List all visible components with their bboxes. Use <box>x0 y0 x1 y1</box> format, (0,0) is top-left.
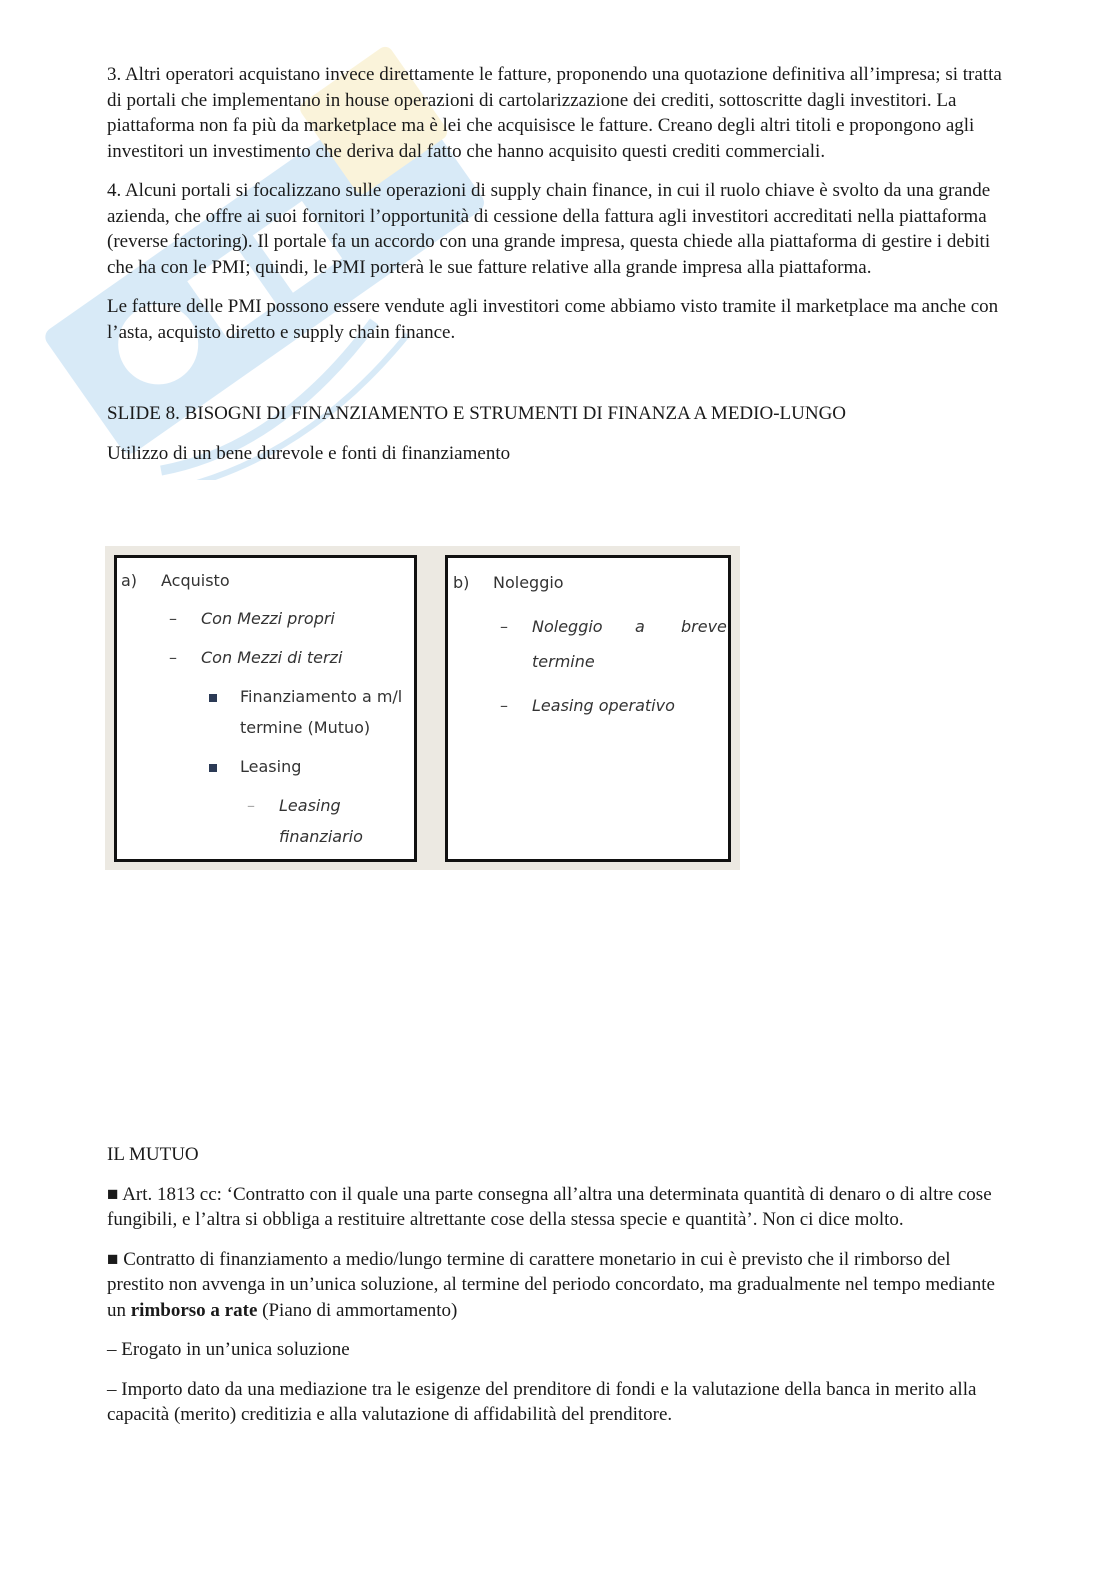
paragraph-3: 3. Altri operatori acquistano invece direttamente le fatture, proponendo una quotazione definitiva all’impresa; si tratta di portali che implementano in house operazioni di cartolarizzazione dei crediti, sottoscritte dagli investitori. La piattaforma non fa più da marketplace ma è lei che acquisisce le fatture. Creano degli altri titoli e propongono agli investitori un investimento che deriva dal fatto che hanno acquisito questi crediti commerciali. <box>107 64 1002 162</box>
paragraph-4: 4. Alcuni portali si focalizzano sulle operazioni di supply chain finance, in cui il ruolo chiave è svolto da una grande azienda, che offre ai suoi fornitori l’opportunità di cessione della fattura agli investitori accreditati nella piattaforma (reverse factoring). Il portale fa un accordo con una grande impresa, questa chiede alla piattaforma di gestire i debiti che ha con le PMI; quindi, le PMI porterà le sue fatture relative alla grande impresa alla piattaforma. <box>107 180 991 278</box>
rimborso-a-rate: rimborso a rate <box>130 1299 258 1321</box>
leasing-finanziario-line2: finanziario <box>279 827 363 846</box>
mutuo-contratto-after: (Piano di ammortamento) <box>257 1299 458 1321</box>
dash-icon: – <box>500 696 508 715</box>
mutuo-erogato: – Erogato in un’unica soluzione <box>107 1339 350 1360</box>
leasing-operativo: Leasing operativo <box>532 696 675 715</box>
box-a-title: Acquisto <box>161 571 230 590</box>
mutuo-heading: IL MUTUO <box>107 1144 199 1165</box>
mutuo-contratto <box>107 1247 1012 1324</box>
box-a-marker: a) <box>121 571 138 590</box>
financing-sources-figure <box>105 546 740 870</box>
noleggio-line2: termine <box>532 652 595 671</box>
item-mezzi-propri: Con Mezzi propri <box>201 609 335 628</box>
box-b-title: Noleggio <box>493 573 564 592</box>
mutuo-importo: – Importo dato da una mediazione tra le esigenze del prenditore di fondi e la valutazione della banca in merito alla capacità (merito) creditizia e alla valutazione di affidabilità del prenditore. <box>107 1378 977 1425</box>
noleggio-word1: Noleggio <box>532 617 603 636</box>
square-bullet-icon: ■ <box>107 1183 119 1205</box>
mutuo-art-text: Art. 1813 cc: ‘Contratto con il quale una parte consegna all’altra una determinata quantità di denaro o di altre cose fungibili, e l’altra si obbliga a restituire altrettante cose della stessa specie e quantità’. Non ci dice molto. <box>107 1183 992 1230</box>
dash-icon: – <box>500 617 508 636</box>
noleggio-word2: a <box>635 617 645 636</box>
sub-leasing: Leasing <box>240 757 302 776</box>
dash-icon: – <box>169 648 177 667</box>
mutuo-section <box>107 1142 1012 1442</box>
box-b-marker: b) <box>453 573 470 592</box>
dash-icon: – <box>169 609 177 628</box>
leasing-finanziario-line1: Leasing <box>279 796 341 815</box>
mutuo-contratto-text: Contratto di finanziamento a medio/lungo termine di carattere monetario in cui è previsto che il rimborso del prestito non avvenga in un’unica soluzione, al termine del periodo concordato, ma gradualmente nel tempo mediante un <box>107 1248 995 1321</box>
item-mezzi-terzi: Con Mezzi di terzi <box>201 648 343 667</box>
mutuo-art-1813 <box>107 1182 1012 1233</box>
sub-finanziamento-line2: termine (Mutuo) <box>240 718 371 737</box>
square-bullet-icon: ■ <box>107 1248 119 1270</box>
square-bullet-icon <box>209 694 217 702</box>
box-acquisto <box>114 555 417 862</box>
paragraph-fatture-pmi: Le fatture delle PMI possono essere vendute agli investitori come abbiamo visto tramite il marketplace ma anche con l’asta, acquisto diretto e supply chain finance. <box>107 296 999 343</box>
box-noleggio <box>445 555 731 862</box>
dash-icon: – <box>247 796 255 815</box>
sub-finanziamento-line1: Finanziamento a m/l <box>240 687 403 706</box>
top-text-section <box>107 62 1012 480</box>
slide-subtitle: Utilizzo di un bene durevole e fonti di finanziamento <box>107 442 511 464</box>
slide-heading: SLIDE 8. BISOGNI DI FINANZIAMENTO E STRUMENTI DI FINANZA A MEDIO-LUNGO <box>107 403 847 424</box>
noleggio-word3: breve <box>681 617 727 636</box>
square-bullet-icon <box>209 764 217 772</box>
